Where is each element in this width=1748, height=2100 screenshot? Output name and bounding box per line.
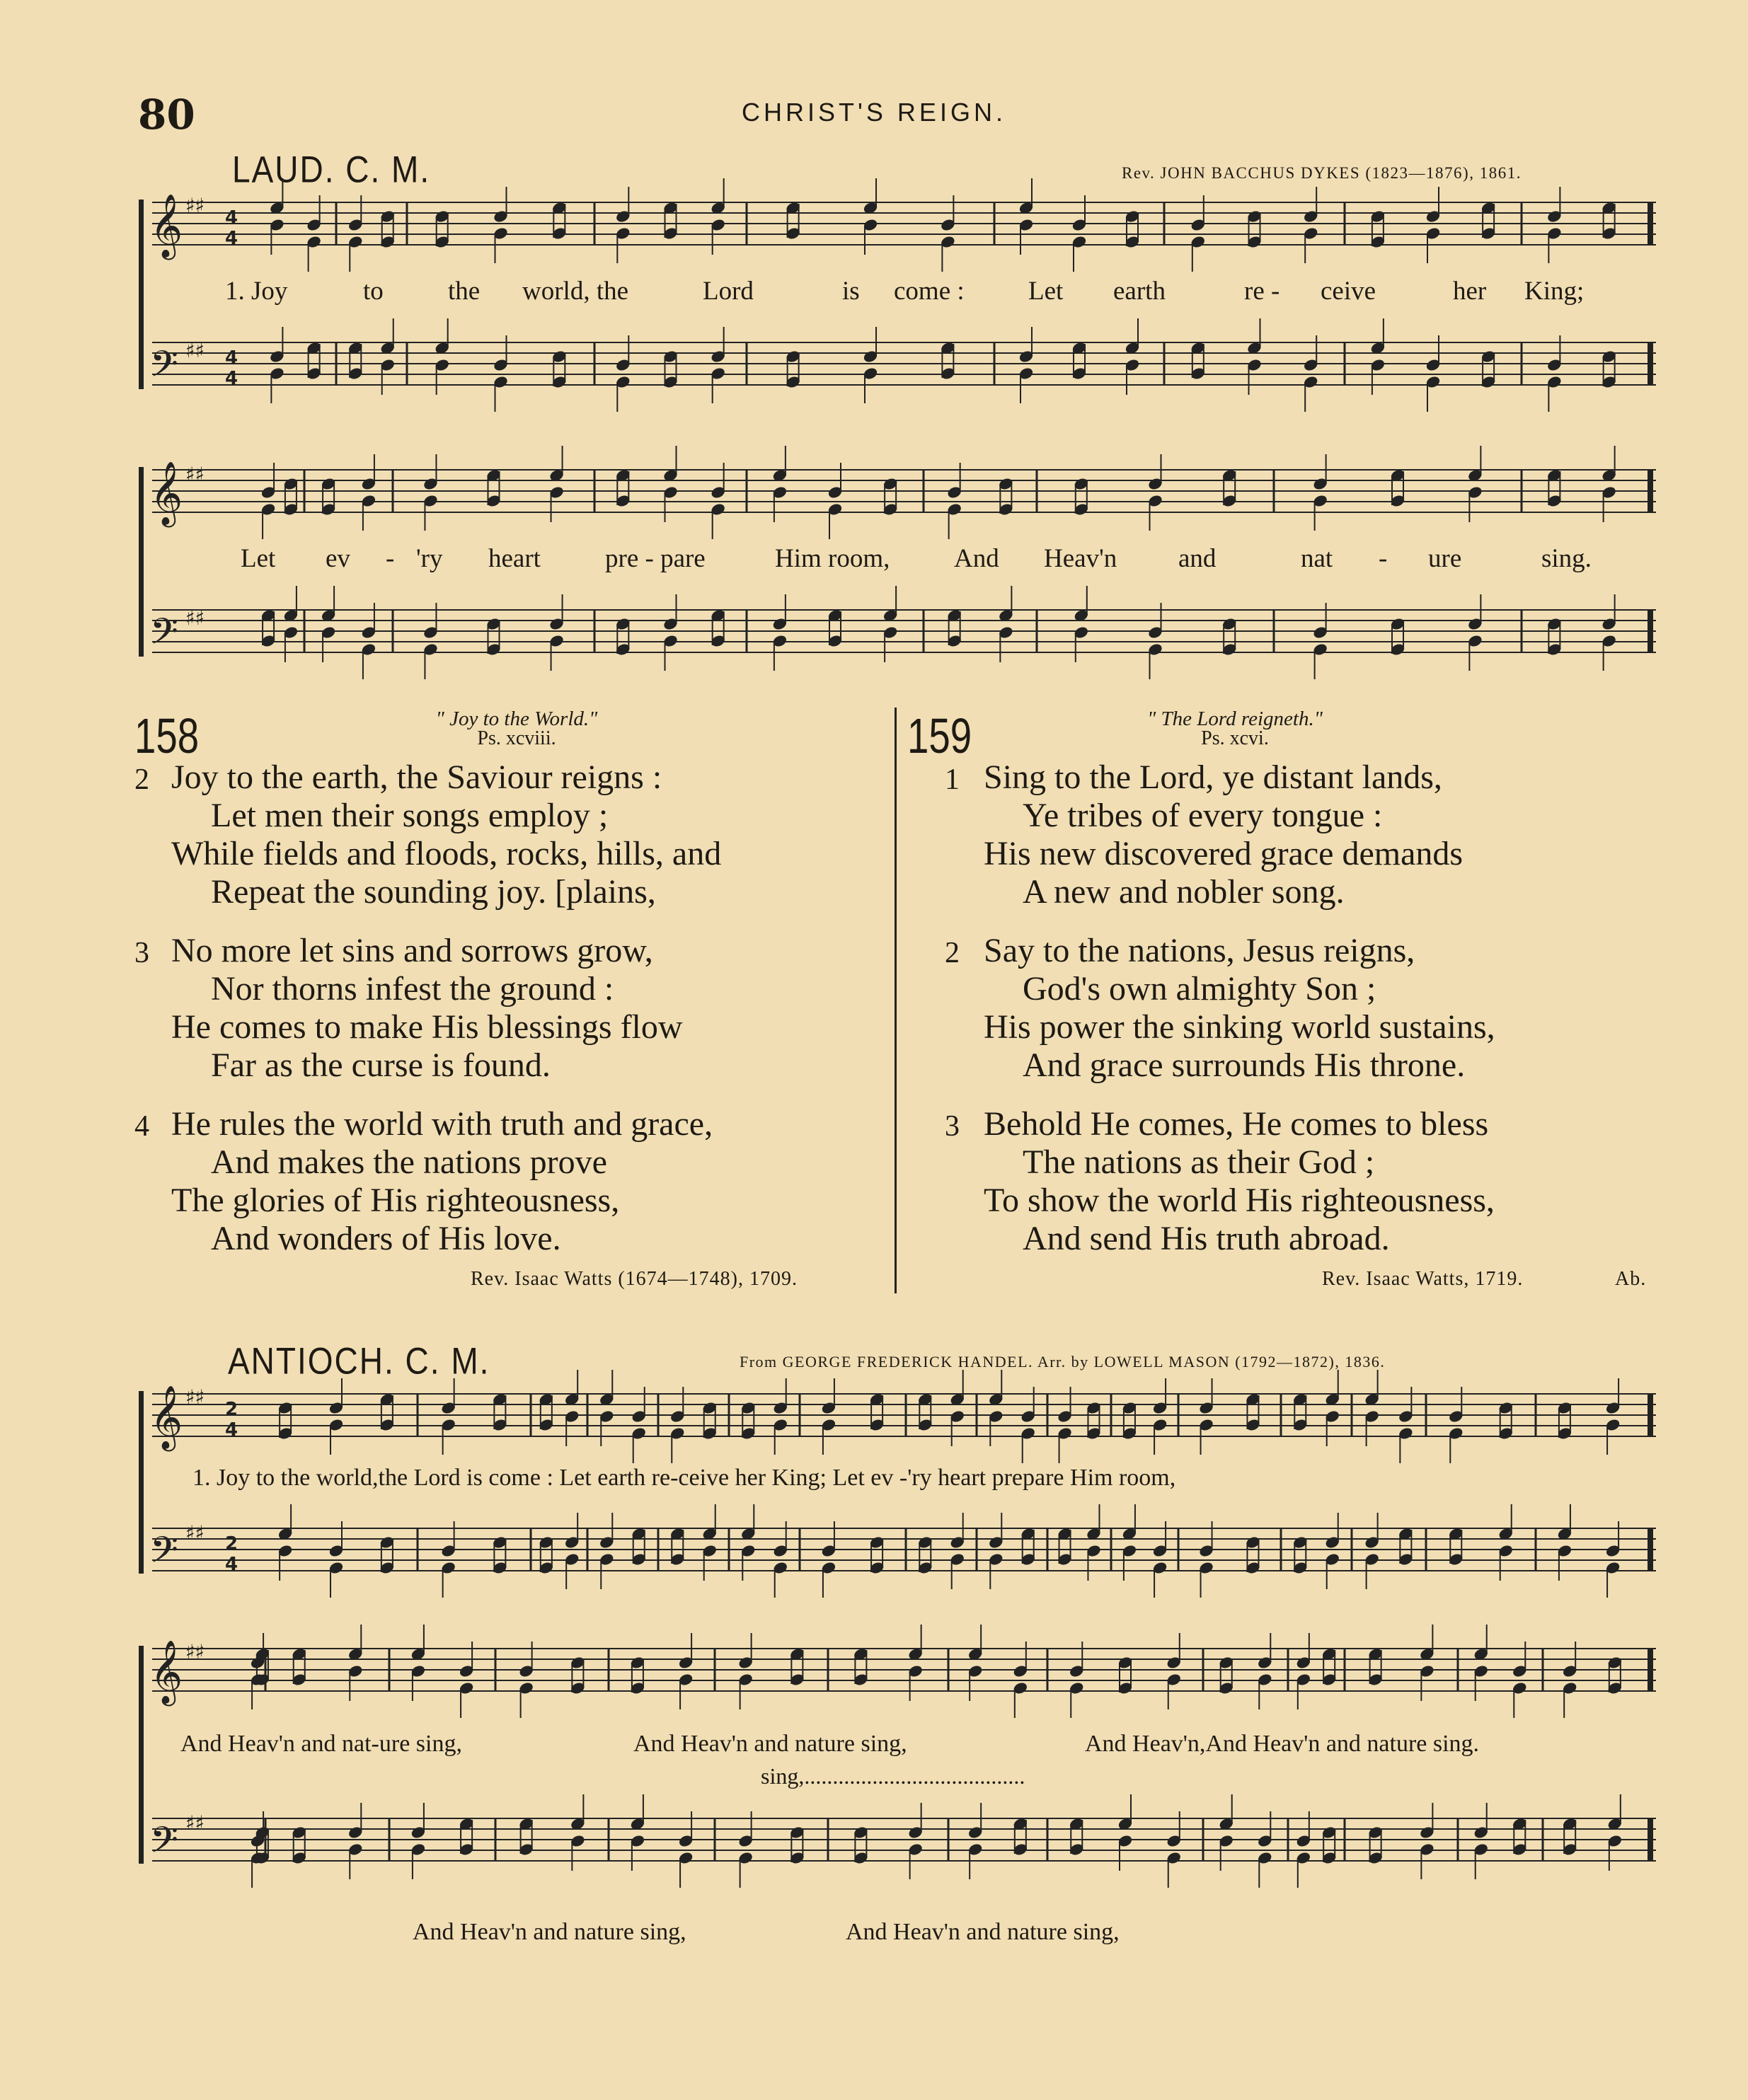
treble-clef: 𝄞 — [150, 194, 183, 258]
antioch-lyrics-line2c: And Heav'n,And Heav'n and nature sing. — [1085, 1731, 1480, 1757]
svg-text:♯♯: ♯♯ — [185, 463, 205, 486]
svg-text:♯♯: ♯♯ — [185, 1521, 205, 1545]
antioch-bass-lyrics-a: And Heav'n and nature sing, — [413, 1919, 686, 1945]
antioch-lyrics-line2d: sing,....................................... — [761, 1763, 1025, 1789]
svg-text:♯♯: ♯♯ — [185, 1640, 205, 1663]
laud-tune-name: LAUD. C. M. — [232, 148, 431, 190]
hymn-159-number: 159 — [907, 708, 972, 763]
svg-text:𝄢: 𝄢 — [150, 1528, 178, 1580]
antioch-composer: From GEORGE FREDERICK HANDEL. Arr. by LOWELL MASON (1792—1872), 1836. — [740, 1353, 1386, 1371]
antioch-lyrics-line2b: And Heav'n and nature sing, — [633, 1731, 907, 1757]
hymn-159-psalm: Ps. xcvi. — [1201, 727, 1269, 749]
svg-text:𝄞: 𝄞 — [150, 1640, 183, 1704]
svg-text:𝄞: 𝄞 — [150, 1385, 183, 1449]
column-divider — [895, 708, 897, 1293]
svg-text:4: 4 — [225, 228, 238, 249]
bass-clef: 𝄢 — [150, 342, 178, 394]
svg-text:♯♯: ♯♯ — [185, 1385, 205, 1409]
svg-text:♯♯: ♯♯ — [185, 1811, 205, 1835]
antioch-lyrics-line2a: And Heav'n and nat-ure sing, — [180, 1731, 462, 1757]
hymn-158-title: " Joy to the World." — [435, 708, 598, 730]
hymn-158-author: Rev. Isaac Watts (1674—1748), 1709. — [471, 1268, 798, 1290]
svg-text:4: 4 — [225, 347, 238, 369]
svg-text:4: 4 — [225, 1554, 238, 1575]
laud-composer: Rev. JOHN BACCHUS DYKES (1823—1876), 1861. — [1122, 164, 1522, 182]
svg-text:2: 2 — [225, 1533, 238, 1554]
antioch-lyrics-line1: 1. Joy to the world,the Lord is come : Let earth re-ceive her King; Let ev -'ry heart prepare Him room, — [192, 1465, 1176, 1491]
hymn-159-author: Rev. Isaac Watts, 1719. — [1322, 1268, 1524, 1290]
svg-text:𝄞: 𝄞 — [150, 461, 183, 525]
svg-text:4: 4 — [225, 207, 238, 229]
antioch-tune-name: ANTIOCH. C. M. — [228, 1339, 490, 1382]
svg-text:𝄢: 𝄢 — [150, 610, 178, 662]
running-head: CHRIST'S REIGN. — [742, 98, 1006, 127]
svg-text:𝄢: 𝄢 — [150, 1818, 178, 1870]
page-number: 80 — [138, 91, 195, 139]
svg-text:4: 4 — [225, 368, 238, 389]
svg-text:♯♯: ♯♯ — [185, 339, 205, 362]
antioch-bass-lyrics-b: And Heav'n and nature sing, — [846, 1919, 1120, 1945]
hymn-158-number: 158 — [134, 708, 200, 763]
hymn-159-title: " The Lord reigneth." — [1147, 708, 1323, 730]
hymn-158-psalm: Ps. xcviii. — [477, 727, 556, 749]
svg-text:2: 2 — [225, 1399, 238, 1420]
svg-text:♯♯: ♯♯ — [185, 194, 205, 217]
svg-text:♯♯: ♯♯ — [185, 606, 205, 630]
svg-text:4: 4 — [225, 1419, 238, 1441]
hymn-159-abbrev: Ab. — [1615, 1268, 1647, 1290]
